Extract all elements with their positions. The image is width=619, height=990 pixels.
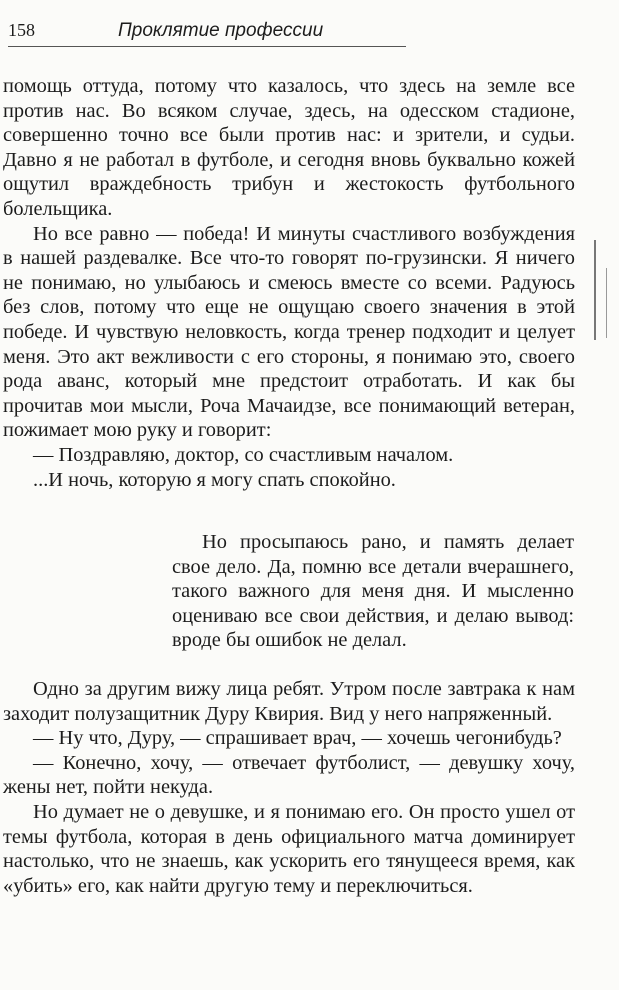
paragraph: Но просыпаюсь рано, и память делает свое дело. Да, помню все детали вчерашнего, такого важного для меня дня. И мысленно оцениваю все свои действия, и делаю вывод: вроде бы ошибок не делал.: [172, 531, 574, 652]
paragraph: — Поздравляю, доктор, со счастливым началом.: [33, 443, 454, 466]
page-header: [8, 16, 406, 47]
paragraph: помощь оттуда, потому что казалось, что здесь на земле все против нас. Во всяком случае, здесь, на одесском стадионе, совершенно точно все были против нас: и зрители, и судьи. Давно я не работал в футболе, и сегодня вновь буквально кожей ощутил враждебность трибун и жестокость футбольного болельщика.: [3, 75, 575, 220]
running-title: Проклятие профессии: [118, 20, 324, 41]
body-text-lower: [3, 677, 575, 898]
paragraph: ...И ночь, которую я могу спать спокойно.: [33, 468, 396, 491]
paragraph: Но все равно — победа! И минуты счастливого возбуждения в нашей раздевалке. Все что-то говорят по-грузински. Я ничего не понимаю, но улыбаюсь и смеюсь вместе со всеми. Радуюсь без слов, потому что еще не ощущаю своего значения в этой победе. И чувствую неловкость, когда тренер подходит и целует меня. Это акт вежливости с его стороны, я понимаю это, своего рода аванс, который мне предстоит отработать. И как бы прочитав мои мысли, Роча Мачаидзе, все понимающий ветеран, пожимает мою руку и говорит:: [3, 222, 575, 442]
page-number: 158: [8, 20, 35, 40]
paragraph: Но думает не о девушке, и я понимаю его. Он просто ушел от темы футбола, которая в день официального матча доминирует настолько, что не знаешь, как ускорить его тянущееся время, как «убить» его, как найти другую тему и переключиться.: [3, 800, 575, 897]
margin-mark: [606, 268, 607, 338]
margin-mark: [594, 240, 596, 340]
body-text-upper: [3, 74, 575, 492]
paragraph: — Конечно, хочу, — отвечает футболист, — девушку хочу, жены нет, пойти некуда.: [3, 751, 575, 799]
paragraph: Одно за другим вижу лица ребят. Утром после завтрака к нам заходит полузащитник Дуру Квирия. Вид у него напряженный.: [3, 678, 575, 725]
paragraph: — Ну что, Дуру, — спрашивает врач, — хочешь чегонибудь?: [33, 727, 562, 750]
indented-passage: [172, 530, 574, 653]
